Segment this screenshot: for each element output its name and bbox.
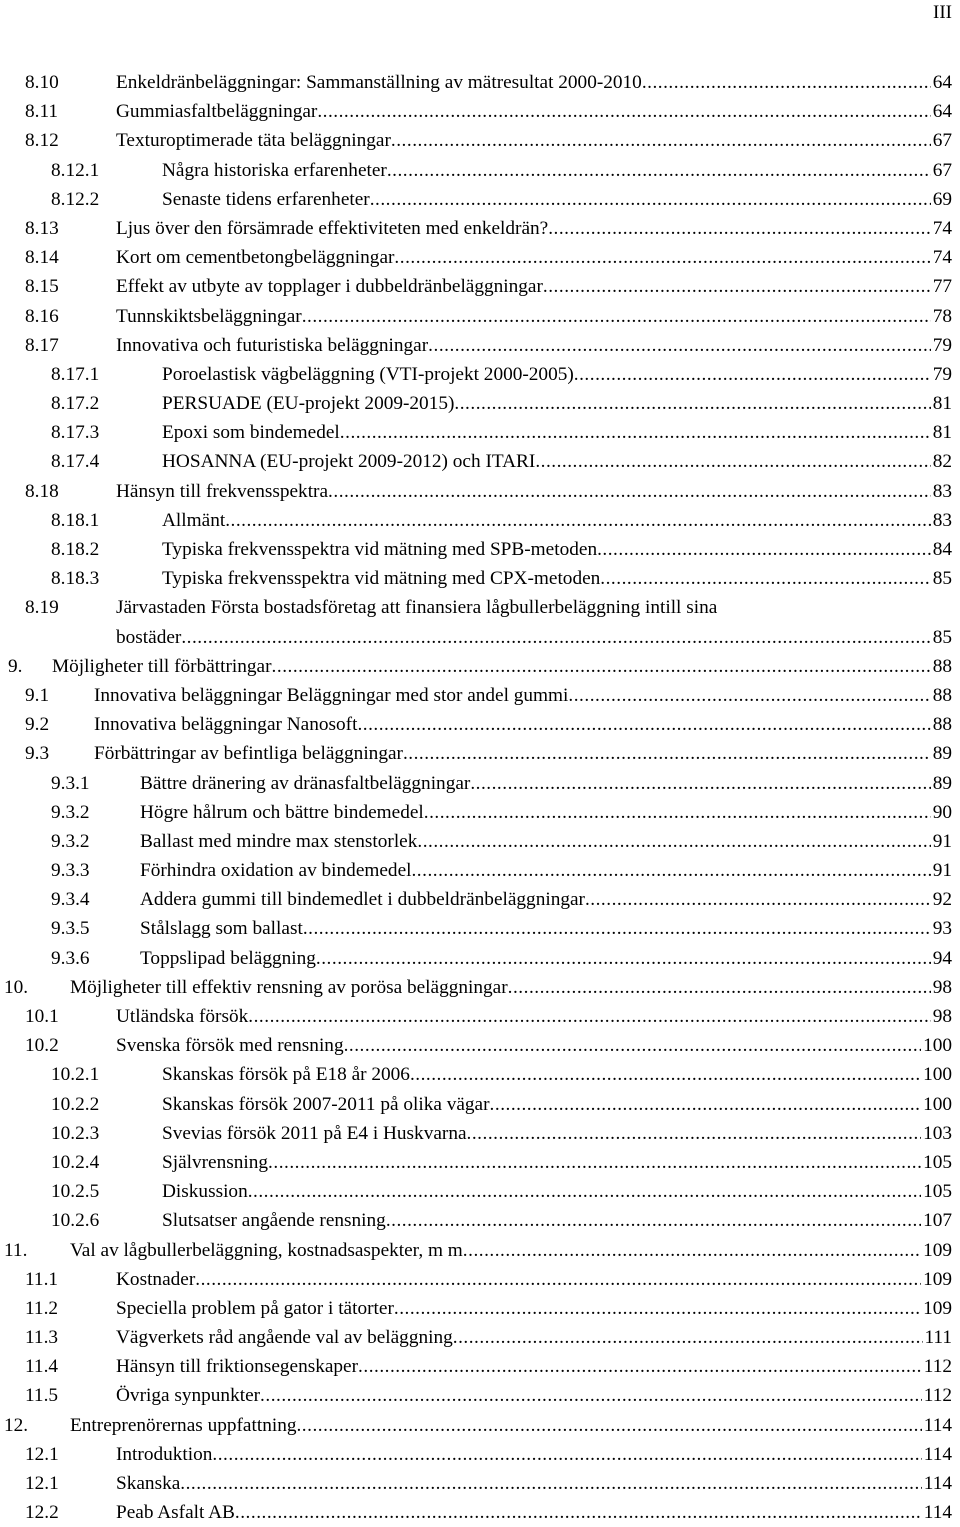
toc-entry-page: 111 [924,1327,952,1349]
toc-entry-number: 10.2.2 [51,1093,100,1115]
toc-entry-page: 82 [932,451,952,473]
toc-entry[interactable] [0,418,960,447]
toc-entry-page: 89 [932,743,952,765]
toc-entry-title: Addera gummi till bindemedlet i dubbeldränbeläggningar [140,889,585,911]
toc-entry-number: 8.12.1 [51,159,100,181]
toc-entry-title: Peab Asfalt AB [116,1502,235,1524]
dot-leader [180,1469,922,1498]
dot-leader [248,1002,930,1031]
dot-leader [568,681,930,710]
dot-leader [508,973,931,1002]
toc-entry-page: 91 [932,860,952,882]
toc-entry[interactable] [0,447,960,476]
toc-entry-number: 11. [4,1239,28,1261]
toc-entry-page: 79 [932,334,952,356]
toc-entry-title-line [116,1294,952,1323]
toc-entry-title-line [116,302,952,331]
toc-entry-title-line [162,1060,952,1089]
toc-entry[interactable] [0,1236,960,1265]
dot-leader [340,418,931,447]
toc-entry[interactable] [0,185,960,214]
toc-entry-title: Effekt av utbyte av topplager i dubbeldränbeläggningar [116,276,543,298]
toc-entry-number: 8.17.4 [51,451,100,473]
toc-entry-title-line [52,652,952,681]
toc-entry-title-line [116,1469,952,1498]
toc-entry-title-line [94,739,952,768]
toc-entry[interactable] [0,1440,960,1469]
toc-entry-number: 8.12 [25,130,59,152]
toc-entry-title: Järvastaden Första bostadsföretag att finansiera lågbullerbeläggning intill sina [116,597,718,619]
toc-entry[interactable] [0,331,960,360]
toc-entry-title: Svenska försök med rensning [116,1035,344,1057]
toc-entry-title-line [162,360,952,389]
toc-entry[interactable] [0,1352,960,1381]
dot-leader [543,272,931,301]
toc-entry-title: Förbättringar av befintliga beläggningar [94,743,403,765]
toc-entry-page: 98 [932,1006,952,1028]
dot-leader [463,1236,921,1265]
toc-entry-title: Skanskas försök på E18 år 2006 [162,1064,410,1086]
toc-entry-title-line [116,1440,952,1469]
toc-entry[interactable] [0,1469,960,1498]
toc-entry[interactable] [0,126,960,155]
toc-entry-page: 105 [923,1151,952,1173]
toc-entry-page: 83 [932,480,952,502]
toc-entry-page: 67 [932,130,952,152]
toc-entry-title: Bättre dränering av dränasfaltbeläggningar [140,772,471,794]
toc-entry-number: 11.2 [25,1297,59,1319]
dot-leader [328,477,931,506]
toc-entry-number: 12.2 [25,1502,59,1524]
toc-entry-page: 84 [932,539,952,560]
toc-entry-title-line [116,1265,952,1294]
dot-leader [490,1090,922,1119]
toc-entry-title: Ljus över den försämrade effektiviteten med enkeldrän? [116,217,549,239]
dot-leader [316,944,931,973]
dot-leader [260,1381,922,1410]
dot-leader [358,1352,922,1381]
toc-entry[interactable] [0,535,960,564]
toc-entry-title-line [140,885,952,914]
toc-entry[interactable] [0,272,960,301]
toc-entry[interactable] [0,973,960,1002]
toc-entry-title: Senaste tidens erfarenheter [162,188,370,210]
toc-entry-title: Tunnskiktsbeläggningar [116,305,302,327]
toc-entry-number: 9.3.4 [51,889,90,911]
toc-entry-number: 8.10 [25,72,59,93]
toc-entry[interactable] [0,389,960,418]
toc-entry-title-line [116,1002,952,1031]
dot-leader [454,389,930,418]
toc-entry-title-line [162,535,952,564]
toc-entry[interactable] [0,798,960,827]
toc-entry-title-line [94,681,952,710]
toc-entry-title-line [70,973,952,1002]
toc-entry-title: Introduktion [116,1443,213,1465]
toc-entry-page: 94 [932,947,952,969]
dot-leader [410,1060,921,1089]
toc-entry-number: 12.1 [25,1473,59,1495]
toc-entry-title: Utländska försök [116,1006,249,1028]
toc-entry-page: 81 [932,393,952,415]
toc-entry[interactable] [0,739,960,768]
dot-leader [272,652,931,681]
toc-entry-title-line [162,1206,952,1235]
dot-leader [535,447,930,476]
dot-leader [248,1177,921,1206]
toc-entry-number: 9.3.3 [51,860,90,882]
toc-entry-title: Kostnader [116,1268,196,1290]
toc-entry-page: 112 [923,1356,952,1378]
toc-entry-title: Svevias försök 2011 på E4 i Huskvarna [162,1122,467,1144]
dot-leader [181,623,930,652]
toc-entry-title: Gummiasfaltbeläggningar [116,101,318,123]
toc-entry-title-line [116,331,952,360]
toc-entry-title-line [116,97,952,126]
toc-entry-number: 10.2.3 [51,1122,100,1144]
toc-entry-number: 8.17.3 [51,422,100,444]
toc-entry-page: 100 [923,1064,952,1086]
toc-entry[interactable] [0,769,960,798]
toc-entry-page: 105 [923,1181,952,1203]
toc-entry[interactable] [0,1148,960,1177]
toc-entry[interactable] [0,856,960,885]
toc-entry-title-line [140,856,952,885]
toc-entry-number: 8.18.1 [51,509,100,531]
dot-leader [302,302,931,331]
toc-entry-page: 88 [932,714,952,736]
toc-entry[interactable] [0,360,960,389]
toc-entry-page: 100 [923,1093,952,1115]
toc-entry-title-line [162,156,952,185]
toc-entry-number: 9. [8,655,23,677]
toc-entry-page: 85 [932,626,952,648]
page-number: III [933,2,952,23]
toc-entry-number: 8.17 [25,334,59,356]
dot-leader [642,68,931,97]
dot-leader [585,885,931,914]
toc-entry-title-line [162,418,952,447]
toc-entry-number: 11.4 [25,1356,59,1378]
toc-entry-title-line [162,1119,952,1148]
toc-entry-title: Innovativa beläggningar Nanosoft [94,714,358,736]
toc-entry[interactable] [0,243,960,272]
toc-entry-page: 83 [932,509,952,531]
toc-entry-number: 10.2.5 [51,1181,100,1203]
toc-entry-title: Diskussion [162,1181,248,1203]
toc-entry-page: 64 [932,101,952,123]
toc-entry-number: 10.2.1 [51,1064,100,1086]
toc-entry-title: Enkeldränbeläggningar: Sammanställning av mätresultat 2000-2010 [116,72,642,93]
toc-entry-number: 8.17.2 [51,393,100,415]
toc-entry[interactable] [0,1177,960,1206]
toc-entry-number: 8.13 [25,217,59,239]
toc-entry-number: 8.18.2 [51,539,100,560]
toc-entry-title-line [162,1148,952,1177]
toc-entry-title: Hänsyn till frekvensspektra [116,480,329,502]
toc-entry-number: 10.2.4 [51,1151,100,1173]
toc-entry-number: 9.3.2 [51,801,90,823]
toc-entry[interactable] [0,1498,960,1527]
toc-entry[interactable] [0,1031,960,1060]
toc-entry-number: 9.2 [25,714,50,736]
toc-entry-title-line [116,1381,952,1410]
toc-entry-title: Typiska frekvensspektra vid mätning med SPB-metoden [162,539,598,560]
toc-entry-number: 11.5 [25,1385,59,1407]
toc-entry-page: 107 [923,1210,952,1232]
toc-entry-number: 8.14 [25,247,59,269]
toc-entry[interactable] [0,1381,960,1410]
toc-entry-page: 112 [923,1385,952,1407]
toc-entry-number: 10.2 [25,1035,59,1057]
toc-entry-page: 109 [923,1297,952,1319]
toc-entry-number: 8.12.2 [51,188,100,210]
toc-entry-title-line [162,564,952,593]
toc-entry-page: 67 [932,159,952,181]
toc-entry-title: Självrensning [162,1151,269,1173]
toc-entry-number: 8.15 [25,276,59,298]
toc-entry-title-line [116,243,952,272]
toc-entry[interactable] [0,1206,960,1235]
toc-entry-title-line [140,769,952,798]
toc-entry[interactable] [0,1119,960,1148]
toc-entry[interactable] [0,477,960,506]
toc-entry-page: 81 [932,422,952,444]
dot-leader [424,798,931,827]
toc-entry-number: 9.3.5 [51,918,90,940]
toc-entry-title: Innovativa beläggningar Beläggningar med stor andel gummi [94,684,569,706]
toc-entry[interactable] [0,564,960,593]
toc-entry-title: Vägverkets råd angående val av beläggning [116,1327,453,1349]
dot-leader [344,1031,921,1060]
toc-entry-title: PERSUADE (EU-projekt 2009-2015) [162,393,455,415]
toc-entry[interactable] [0,1090,960,1119]
toc-entry-number: 8.19 [25,597,59,619]
toc-entry-title: Entreprenörernas uppfattning [70,1414,297,1436]
toc-entry-title-line [94,710,952,739]
toc-entry[interactable] [0,914,960,943]
toc-entry-title-line [140,914,952,943]
toc-entry-page: 109 [923,1239,952,1261]
toc-entry-page: 100 [923,1035,952,1057]
toc-entry-number: 12. [4,1414,29,1436]
toc-entry-page: 91 [932,830,952,852]
toc-entry-title-line [116,477,952,506]
toc-entry-title-line [140,798,952,827]
toc-entry-title-line [116,593,952,651]
dot-leader [411,856,930,885]
dot-leader [391,126,931,155]
toc-entry-title: Allmänt [162,509,226,531]
toc-entry[interactable] [0,1002,960,1031]
toc-entry-title: Poroelastisk vägbeläggning (VTI-projekt 2000-2005) [162,363,574,385]
toc-entry-title: Övriga synpunkter [116,1385,261,1407]
toc-entry-number: 8.18 [25,480,59,502]
toc-entry-number: 11.3 [25,1327,59,1349]
toc-entry[interactable] [0,710,960,739]
toc-entry[interactable] [0,1265,960,1294]
toc-entry-title-line [162,447,952,476]
toc-entry-page: 109 [923,1268,952,1290]
toc-entry-title: Möjligheter till effektiv rensning av porösa beläggningar [70,976,508,998]
toc-entry-number: 9.3.6 [51,947,90,969]
toc-entry-page: 114 [923,1502,952,1524]
toc-entry-title-line [116,1498,952,1527]
toc-entry-title: Förhindra oxidation av bindemedel [140,860,412,882]
toc-entry-title-continued: bostäder [116,626,182,648]
toc-entry-title-line [140,944,952,973]
toc-entry-title: Stålslagg som ballast [140,918,303,940]
toc-entry-number: 10. [4,976,29,998]
toc-entry[interactable] [0,1323,960,1352]
toc-entry-title-line [116,68,952,97]
toc-entry-title: Slutsatser angående rensning [162,1210,386,1232]
toc-entry-page: 69 [932,188,952,210]
toc-entry-number: 12.1 [25,1443,59,1465]
toc-entry-page: 88 [932,655,952,677]
toc-entry-page: 93 [932,918,952,940]
toc-entry-number: 8.17.1 [51,363,100,385]
dot-leader [386,1206,921,1235]
toc-entry-number: 8.11 [25,101,59,123]
dot-leader [574,360,931,389]
toc-entry-title: Skanska [116,1473,181,1495]
dot-leader [212,1440,921,1469]
toc-entry-title: Texturoptimerade täta beläggningar [116,130,391,152]
toc-entry[interactable] [0,681,960,710]
toc-entry[interactable] [0,652,960,681]
dot-leader [357,710,930,739]
toc-entry-title-line [70,1236,952,1265]
toc-entry[interactable] [0,156,960,185]
toc-entry-page: 114 [923,1473,952,1495]
toc-entry-number: 9.3 [25,743,50,765]
toc-entry-number: 8.18.3 [51,568,100,590]
dot-leader [317,97,930,126]
toc-entry-title-line [116,1323,952,1352]
dot-leader [453,1323,923,1352]
toc-entry[interactable] [0,827,960,856]
toc-entry-page: 103 [923,1122,952,1144]
toc-entry-title-line [70,1411,952,1440]
toc-entry[interactable] [0,214,960,243]
toc-entry-title-line [162,1177,952,1206]
dot-leader [387,156,931,185]
toc-entry-page: 85 [932,568,952,590]
dot-leader [600,564,930,593]
dot-leader [235,1498,922,1527]
toc-entry-page: 88 [932,684,952,706]
toc-entry-page: 114 [923,1414,952,1436]
toc-entry-page: 74 [932,217,952,239]
toc-entry[interactable] [0,1060,960,1089]
toc-entry-title: Innovativa och futuristiska beläggningar [116,334,429,356]
toc-entry-number: 10.2.6 [51,1210,100,1232]
dot-leader [195,1265,921,1294]
dot-leader [428,331,931,360]
dot-leader [548,214,931,243]
toc-entry-title: Några historiska erfarenheter [162,159,387,181]
toc-entry-title-line [116,1031,952,1060]
toc-entry[interactable] [0,97,960,126]
toc-entry-page: 77 [932,276,952,298]
toc-entry-title-line [162,1090,952,1119]
dot-leader [403,739,931,768]
toc-entry-page: 74 [932,247,952,269]
toc-entry-title: Kort om cementbetongbeläggningar [116,247,395,269]
toc-entry-title-line [116,1352,952,1381]
toc-entry-title: Val av lågbullerbeläggning, kostnadsaspekter, m m [70,1239,463,1261]
toc-entry-page: 90 [932,801,952,823]
toc-entry-title-line [162,389,952,418]
dot-leader [268,1148,921,1177]
dot-leader [370,185,931,214]
toc-entry-page: 79 [932,363,952,385]
toc-entry-title: Speciella problem på gator i tätorter [116,1297,394,1319]
toc-entry-title: Hänsyn till friktionsegenskaper [116,1356,359,1378]
toc-entry-page: 114 [923,1443,952,1465]
toc-entry-title-line [162,506,952,535]
toc-entry[interactable] [0,944,960,973]
toc-entry-title-line [116,272,952,301]
toc-entry-title: Högre hålrum och bättre bindemedel [140,801,424,823]
toc-entry[interactable] [0,68,960,97]
toc-entry-title: Typiska frekvensspektra vid mätning med CPX-metoden [162,568,601,590]
dot-leader [225,506,931,535]
toc-entry-title: Skanskas försök 2007-2011 på olika vägar [162,1093,490,1115]
dot-leader [467,1119,922,1148]
toc-entry-number: 9.1 [25,684,50,706]
toc-entry-number: 8.16 [25,305,59,327]
dot-leader [417,827,930,856]
toc-entry-title: Ballast med mindre max stenstorlek [140,830,418,852]
toc-entry-title: Möjligheter till förbättringar [52,655,272,677]
toc-entry[interactable] [0,506,960,535]
table-of-contents [0,68,960,1527]
toc-entry-page: 64 [932,72,952,93]
toc-entry-page: 98 [932,976,952,998]
toc-entry-title-line [162,185,952,214]
toc-entry[interactable] [0,1411,960,1440]
toc-entry-number: 10.1 [25,1006,59,1028]
toc-entry-title: HOSANNA (EU-projekt 2009-2012) och ITARI [162,451,536,473]
toc-entry-number: 11.1 [25,1268,59,1290]
dot-leader [470,769,930,798]
toc-entry-page: 89 [932,772,952,794]
toc-entry-number: 9.3.2 [51,830,90,852]
dot-leader [303,914,931,943]
dot-leader [394,243,930,272]
toc-entry[interactable] [0,302,960,331]
toc-entry[interactable] [0,1294,960,1323]
toc-entry-title: Toppslipad beläggning [140,947,316,969]
toc-entry-title-line [116,126,952,155]
toc-entry[interactable] [0,593,960,651]
toc-entry-title: Epoxi som bindemedel [162,422,340,444]
toc-entry-title-line [140,827,952,856]
dot-leader [394,1294,921,1323]
dot-leader [597,535,931,564]
dot-leader [296,1411,921,1440]
toc-entry[interactable] [0,885,960,914]
toc-entry-page: 78 [932,305,952,327]
toc-entry-number: 9.3.1 [51,772,90,794]
toc-entry-page: 92 [932,889,952,911]
toc-entry-title-line [116,214,952,243]
